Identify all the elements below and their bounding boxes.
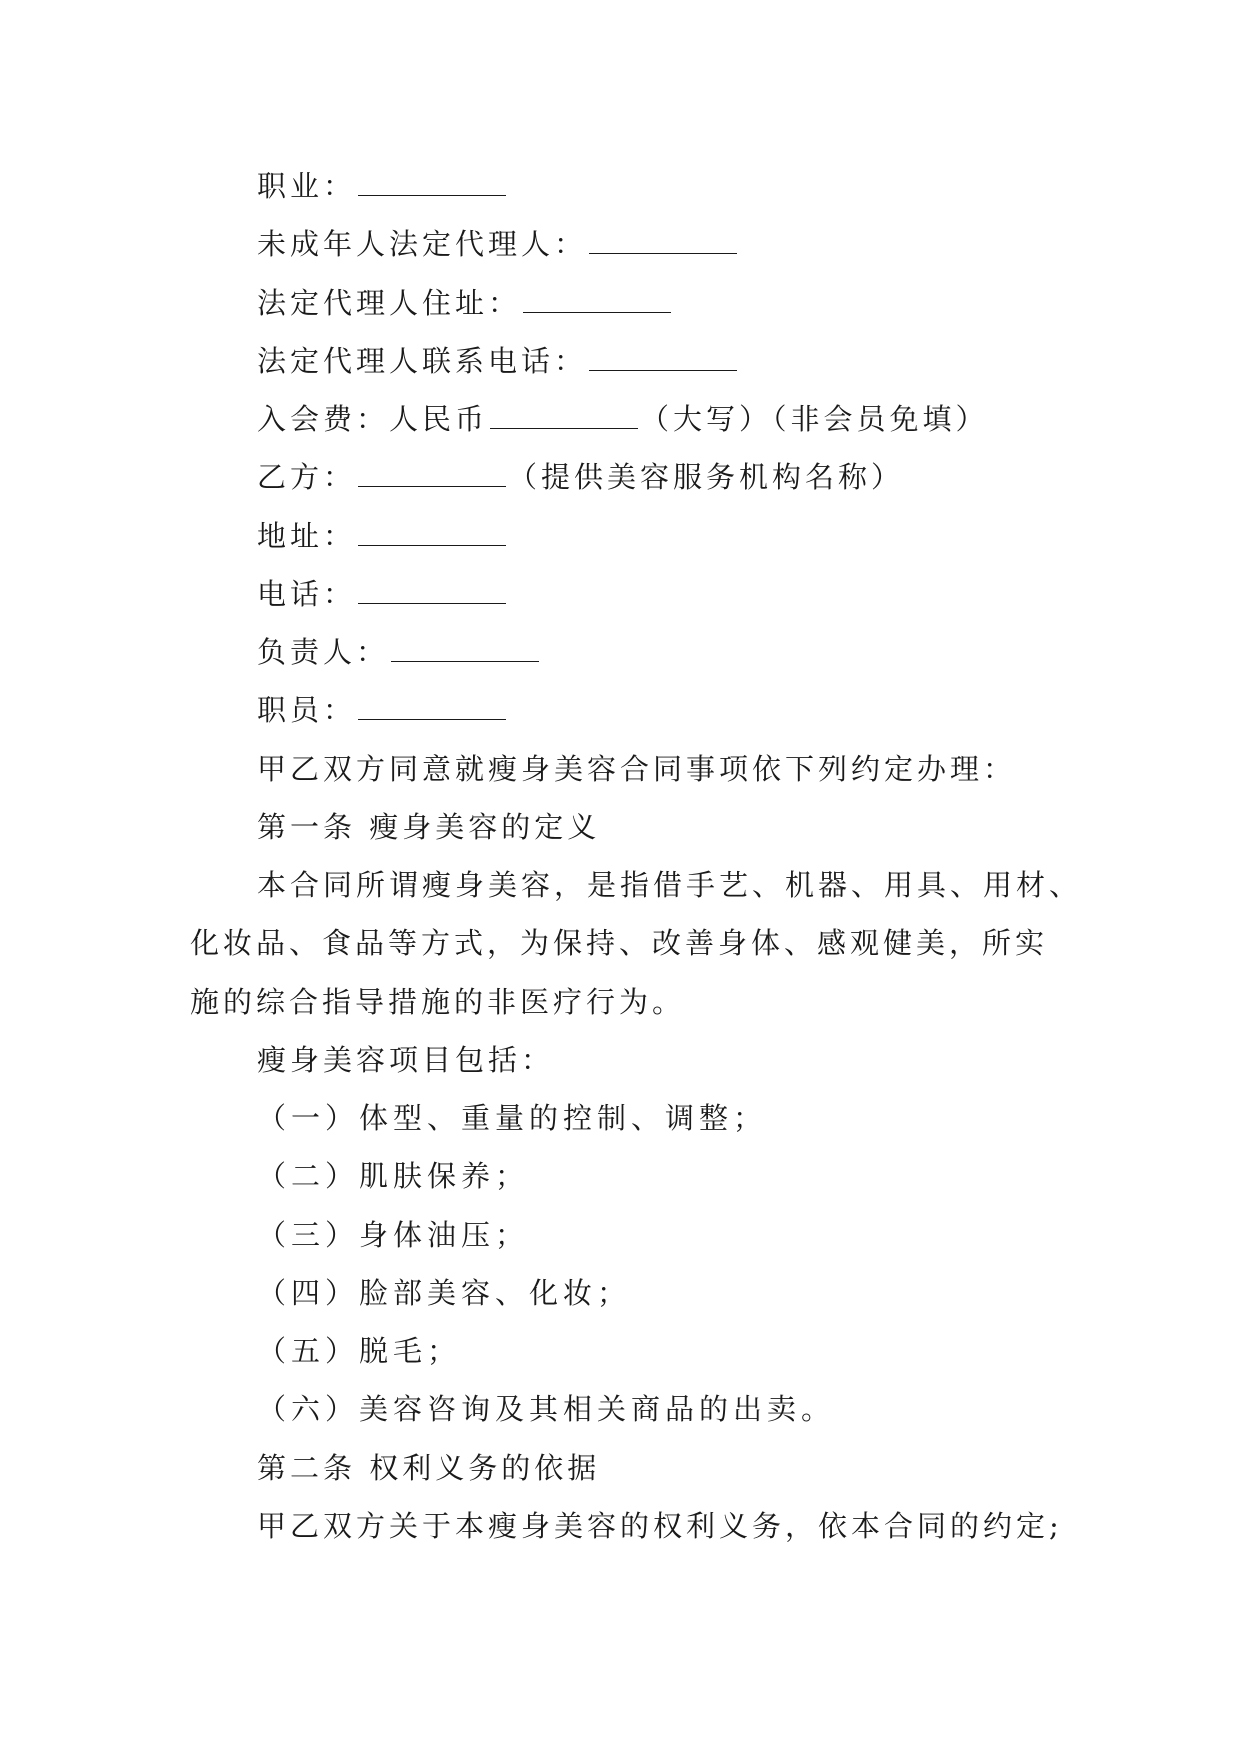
phone-blank[interactable]: [358, 577, 506, 604]
address-blank[interactable]: [358, 519, 506, 546]
guardian-phone-label: 法定代理人联系电话：: [257, 344, 588, 378]
minor-guardian-label: 未成年人法定代理人：: [257, 227, 588, 261]
address-field: [257, 518, 508, 554]
staff-blank[interactable]: [358, 693, 506, 720]
list-item: （一）体型、重量的控制、调整；: [257, 1101, 768, 1135]
article1-paragraph-line2: 化妆品、食品等方式，为保持、改善身体、感观健美，所实: [190, 926, 1049, 960]
guardian-address-field: [257, 285, 673, 321]
phone-field: [257, 576, 508, 612]
entry-fee-field: [257, 401, 989, 437]
list-item: （三）身体油压；: [257, 1218, 530, 1252]
occupation-label: 职业：: [257, 169, 357, 203]
entry-fee-blank[interactable]: [490, 402, 638, 429]
article1-title: 第一条 瘦身美容的定义: [257, 810, 601, 844]
entry-fee-note: （大写）（非会员免填）: [640, 402, 989, 436]
items-intro: 瘦身美容项目包括：: [257, 1043, 555, 1077]
party-b-note: （提供美容服务机构名称）: [508, 460, 905, 494]
staff-label: 职员：: [257, 693, 357, 727]
list-item: （四）脸部美容、化妆；: [257, 1276, 632, 1310]
party-b-label: 乙方：: [257, 460, 357, 494]
entry-fee-label: 入会费：人民币: [257, 402, 489, 436]
list-item: （五）脱毛；: [257, 1334, 462, 1368]
list-item: （六）美容咨询及其相关商品的出卖。: [257, 1392, 836, 1426]
minor-guardian-blank[interactable]: [589, 227, 737, 254]
party-b-blank[interactable]: [358, 460, 506, 487]
article1-paragraph-line3: 施的综合指导措施的非医疗行为。: [190, 985, 686, 1019]
minor-guardian-field: [257, 226, 739, 262]
guardian-address-label: 法定代理人住址：: [257, 286, 522, 320]
list-item: （二）肌肤保养；: [257, 1159, 530, 1193]
staff-field: [257, 692, 508, 728]
guardian-phone-blank[interactable]: [589, 344, 737, 371]
guardian-phone-field: [257, 343, 739, 379]
agreement-intro: 甲乙双方同意就瘦身美容合同事项依下列约定办理：: [257, 752, 1017, 786]
phone-label: 电话：: [257, 577, 357, 611]
article1-paragraph-line1: 本合同所谓瘦身美容，是指借手艺、机器、用具、用材、: [257, 868, 1083, 902]
party-b-field: [257, 459, 904, 495]
responsible-label: 负责人：: [257, 635, 390, 669]
responsible-field: [257, 634, 541, 670]
occupation-blank[interactable]: [358, 169, 506, 196]
article2-paragraph-line1: 甲乙双方关于本瘦身美容的权利义务，依本合同的约定;: [257, 1509, 1063, 1543]
responsible-blank[interactable]: [391, 635, 539, 662]
article2-title: 第二条 权利义务的依据: [257, 1451, 601, 1485]
guardian-address-blank[interactable]: [523, 286, 671, 313]
address-label: 地址：: [257, 519, 357, 553]
occupation-field: [257, 168, 508, 204]
